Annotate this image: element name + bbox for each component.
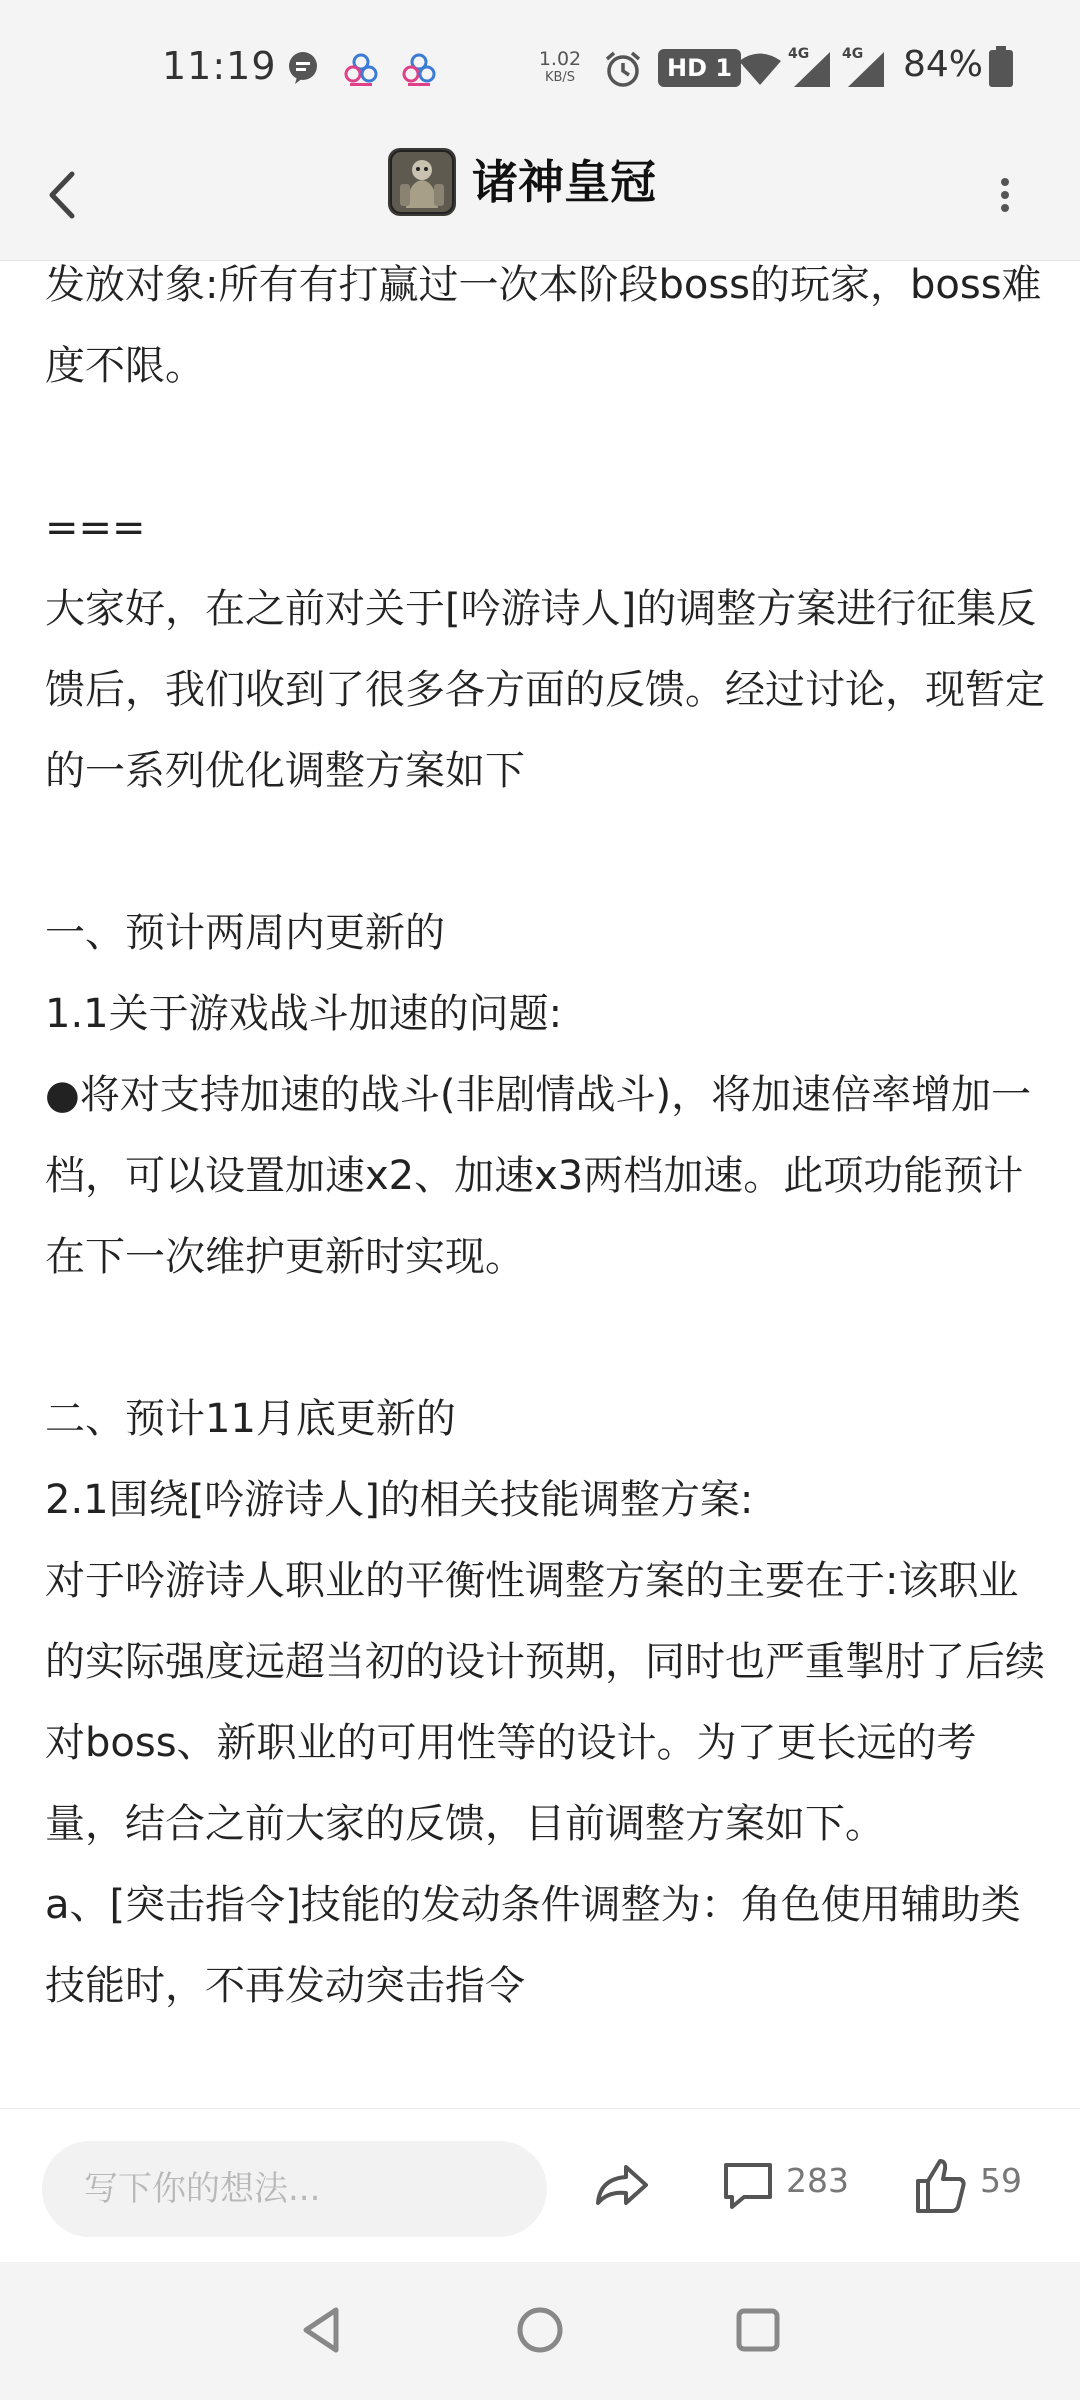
chat-notification-icon [287, 51, 319, 89]
app-notification-icon [400, 52, 438, 92]
circle-home-icon [508, 2298, 572, 2362]
back-button[interactable] [30, 160, 100, 230]
signal-icon [846, 50, 886, 92]
article-paragraph: ●将对支持加速的战斗(非剧情战斗)，将加速倍率增加一档，可以设置加速x2、加速x3两档加速。此项功能预计在下一次维护更新时实现。 [45, 1072, 1032, 1280]
app-header [0, 130, 1080, 261]
article-paragraph: === [45, 505, 146, 551]
more-vertical-icon [980, 160, 1030, 230]
article-paragraph: 发放对象:所有有打赢过一次本阶段boss的玩家，boss难度不限。 [45, 262, 1042, 389]
comment-count: 283 [786, 2161, 849, 2200]
like-count: 59 [980, 2161, 1022, 2200]
article-paragraph: 一、预计两周内更新的 [45, 910, 445, 956]
system-nav-bar [0, 2262, 1080, 2400]
comment-icon [720, 2151, 776, 2221]
status-bar [0, 0, 1080, 130]
network-type-2: 4G [842, 46, 864, 62]
share-icon [592, 2151, 652, 2221]
page-title: 诸神皇冠 [472, 155, 656, 209]
signal-icon [792, 50, 832, 92]
battery-icon [988, 46, 1014, 92]
nav-recents-button[interactable] [726, 2298, 790, 2362]
app-notification-icon [342, 52, 380, 92]
blank-line [45, 407, 1045, 488]
article-paragraph: 2.1围绕[吟游诗人]的相关技能调整方案: [45, 1477, 754, 1523]
triangle-back-icon [290, 2298, 354, 2362]
net-speed-unit: KB/S [544, 70, 576, 85]
net-speed [535, 50, 585, 84]
article-paragraph: 大家好，在之前对关于[吟游诗人]的调整方案进行征集反馈后，我们收到了很多各方面的反馈。经过讨论，现暂定的一系列优化调整方案如下 [45, 586, 1045, 794]
thumbs-up-icon [912, 2151, 968, 2221]
nav-back-button[interactable] [290, 2298, 354, 2362]
game-logo-icon [388, 148, 456, 216]
blank-line [45, 1298, 1045, 1379]
nav-home-button[interactable] [508, 2298, 572, 2362]
article-paragraph: a、[突击指令]技能的发动条件调整为：角色使用辅助类技能时，不再发动突击指令 [45, 1882, 1021, 2009]
article-paragraph: 1.1关于游戏战斗加速的问题: [45, 991, 563, 1037]
alarm-icon [603, 49, 643, 93]
comment-bar [0, 2108, 1080, 2261]
net-speed-value: 1.02 [538, 48, 582, 70]
article-paragraph: 二、预计11月底更新的 [45, 1396, 456, 1442]
wifi-icon [738, 52, 782, 90]
article-body [45, 245, 1045, 2107]
back-arrow-icon [30, 160, 100, 230]
share-button[interactable] [592, 2151, 652, 2221]
hd-badge: HD 1 [658, 49, 741, 87]
comment-input[interactable]: 写下你的想法... [42, 2141, 547, 2237]
battery-percent: 84% [903, 44, 984, 85]
article-paragraph: 对于吟游诗人职业的平衡性调整方案的主要在于:该职业的实际强度远超当初的设计预期，同时也严重掣肘了后续对boss、新职业的可用性等的设计。为了更长远的考量，结合之前大家的反馈，目前调整方案如下。 [45, 1558, 1045, 1847]
like-button[interactable] [912, 2151, 972, 2221]
network-type-1: 4G [788, 46, 810, 62]
square-recents-icon [726, 2298, 790, 2362]
blank-line [45, 812, 1045, 893]
more-options-button[interactable] [980, 160, 1030, 230]
status-time: 11:19 [162, 44, 277, 88]
